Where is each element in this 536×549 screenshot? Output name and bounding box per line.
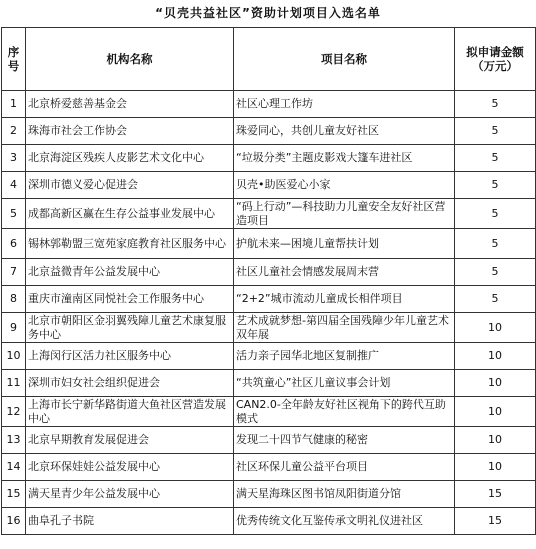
table-row bbox=[2, 397, 536, 427]
row-amount: 5 bbox=[455, 199, 536, 229]
row-org-name: 北京海淀区残疾人皮影艺术文化中心 bbox=[26, 145, 234, 172]
row-project-name: 满天星海珠区图书馆凤阳街道分馆 bbox=[234, 481, 455, 508]
header-amount: 拟申请金额（万元） bbox=[455, 28, 536, 91]
row-index: 8 bbox=[2, 286, 26, 313]
row-index: 3 bbox=[2, 145, 26, 172]
row-index: 12 bbox=[2, 397, 26, 427]
table-row bbox=[2, 370, 536, 397]
table-row bbox=[2, 343, 536, 370]
row-index: 2 bbox=[2, 118, 26, 145]
table-row bbox=[2, 118, 536, 145]
row-index: 5 bbox=[2, 199, 26, 229]
row-amount: 10 bbox=[455, 397, 536, 427]
table-row bbox=[2, 172, 536, 199]
row-amount: 5 bbox=[455, 91, 536, 118]
row-project-name: “码上行动”—科技助力儿童安全友好社区营造项目 bbox=[234, 199, 455, 229]
row-project-name: “共筑童心”社区儿童议事会计划 bbox=[234, 370, 455, 397]
row-org-name: 深圳市妇女社会组织促进会 bbox=[26, 370, 234, 397]
row-org-name: 重庆市潼南区同悦社会工作服务中心 bbox=[26, 286, 234, 313]
table-row bbox=[2, 91, 536, 118]
row-org-name: 北京早期教育发展促进会 bbox=[26, 427, 234, 454]
table-row bbox=[2, 454, 536, 481]
row-org-name: 深圳市德义爱心促进会 bbox=[26, 172, 234, 199]
row-org-name: 北京环保娃娃公益发展中心 bbox=[26, 454, 234, 481]
row-project-name: “垃圾分类”主题皮影戏大篷车进社区 bbox=[234, 145, 455, 172]
row-project-name: 活力亲子园华北地区复制推广 bbox=[234, 343, 455, 370]
row-org-name: 北京市朝阳区金羽翼残障儿童艺术康复服务中心 bbox=[26, 313, 234, 343]
row-project-name: 社区心理工作坊 bbox=[234, 91, 455, 118]
row-project-name: 贝壳•助医爱心小家 bbox=[234, 172, 455, 199]
row-project-name: 护航未来—困境儿童帮扶计划 bbox=[234, 229, 455, 259]
table-row bbox=[2, 145, 536, 172]
row-amount: 15 bbox=[455, 481, 536, 508]
table-row bbox=[2, 508, 536, 535]
row-amount: 10 bbox=[455, 454, 536, 481]
row-amount: 5 bbox=[455, 118, 536, 145]
row-amount: 5 bbox=[455, 259, 536, 286]
row-index: 10 bbox=[2, 343, 26, 370]
row-org-name: 上海市长宁新华路街道大鱼社区营造发展中心 bbox=[26, 397, 234, 427]
row-project-name: “2+2”城市流动儿童成长相伴项目 bbox=[234, 286, 455, 313]
row-index: 1 bbox=[2, 91, 26, 118]
row-index: 9 bbox=[2, 313, 26, 343]
row-org-name: 满天星青少年公益发展中心 bbox=[26, 481, 234, 508]
row-project-name: 珠爱同心，共创儿童友好社区 bbox=[234, 118, 455, 145]
row-index: 16 bbox=[2, 508, 26, 535]
row-org-name: 上海闵行区活力社区服务中心 bbox=[26, 343, 234, 370]
selection-table bbox=[1, 27, 536, 535]
row-org-name: 珠海市社会工作协会 bbox=[26, 118, 234, 145]
row-amount: 5 bbox=[455, 286, 536, 313]
table-body bbox=[2, 91, 536, 535]
row-index: 4 bbox=[2, 172, 26, 199]
page-title: “贝壳共益社区”资助计划项目入选名单 bbox=[155, 6, 381, 20]
row-amount: 15 bbox=[455, 508, 536, 535]
row-amount: 10 bbox=[455, 427, 536, 454]
row-amount: 10 bbox=[455, 313, 536, 343]
row-amount: 5 bbox=[455, 229, 536, 259]
row-index: 14 bbox=[2, 454, 26, 481]
table-row bbox=[2, 199, 536, 229]
row-project-name: 社区环保儿童公益平台项目 bbox=[234, 454, 455, 481]
table-row bbox=[2, 286, 536, 313]
row-project-name: 社区儿童社会情感发展周末营 bbox=[234, 259, 455, 286]
row-index: 13 bbox=[2, 427, 26, 454]
table-row bbox=[2, 427, 536, 454]
row-project-name: CAN2.0-全年龄友好社区视角下的跨代互助模式 bbox=[234, 397, 455, 427]
row-amount: 5 bbox=[455, 145, 536, 172]
header-index: 序号 bbox=[2, 28, 26, 91]
table-row bbox=[2, 229, 536, 259]
row-index: 7 bbox=[2, 259, 26, 286]
row-amount: 10 bbox=[455, 370, 536, 397]
row-index: 11 bbox=[2, 370, 26, 397]
table-header-row bbox=[2, 28, 536, 91]
table-row bbox=[2, 259, 536, 286]
row-org-name: 成都高新区赢在生存公益事业发展中心 bbox=[26, 199, 234, 229]
row-index: 15 bbox=[2, 481, 26, 508]
row-org-name: 北京桥爱慈善基金会 bbox=[26, 91, 234, 118]
row-amount: 10 bbox=[455, 343, 536, 370]
table-row bbox=[2, 313, 536, 343]
row-org-name: 曲阜孔子书院 bbox=[26, 508, 234, 535]
row-index: 6 bbox=[2, 229, 26, 259]
table-row bbox=[2, 481, 536, 508]
row-org-name: 北京益微青年公益发展中心 bbox=[26, 259, 234, 286]
row-project-name: 优秀传统文化互鉴传承文明礼仪进社区 bbox=[234, 508, 455, 535]
row-project-name: 艺术成就梦想-第四届全国残障少年儿童艺术双年展 bbox=[234, 313, 455, 343]
row-project-name: 发现二十四节气健康的秘密 bbox=[234, 427, 455, 454]
header-org: 机构名称 bbox=[26, 28, 234, 91]
row-org-name: 锡林郭勒盟三宽苑家庭教育社区服务中心 bbox=[26, 229, 234, 259]
row-amount: 5 bbox=[455, 172, 536, 199]
header-project: 项目名称 bbox=[234, 28, 455, 91]
